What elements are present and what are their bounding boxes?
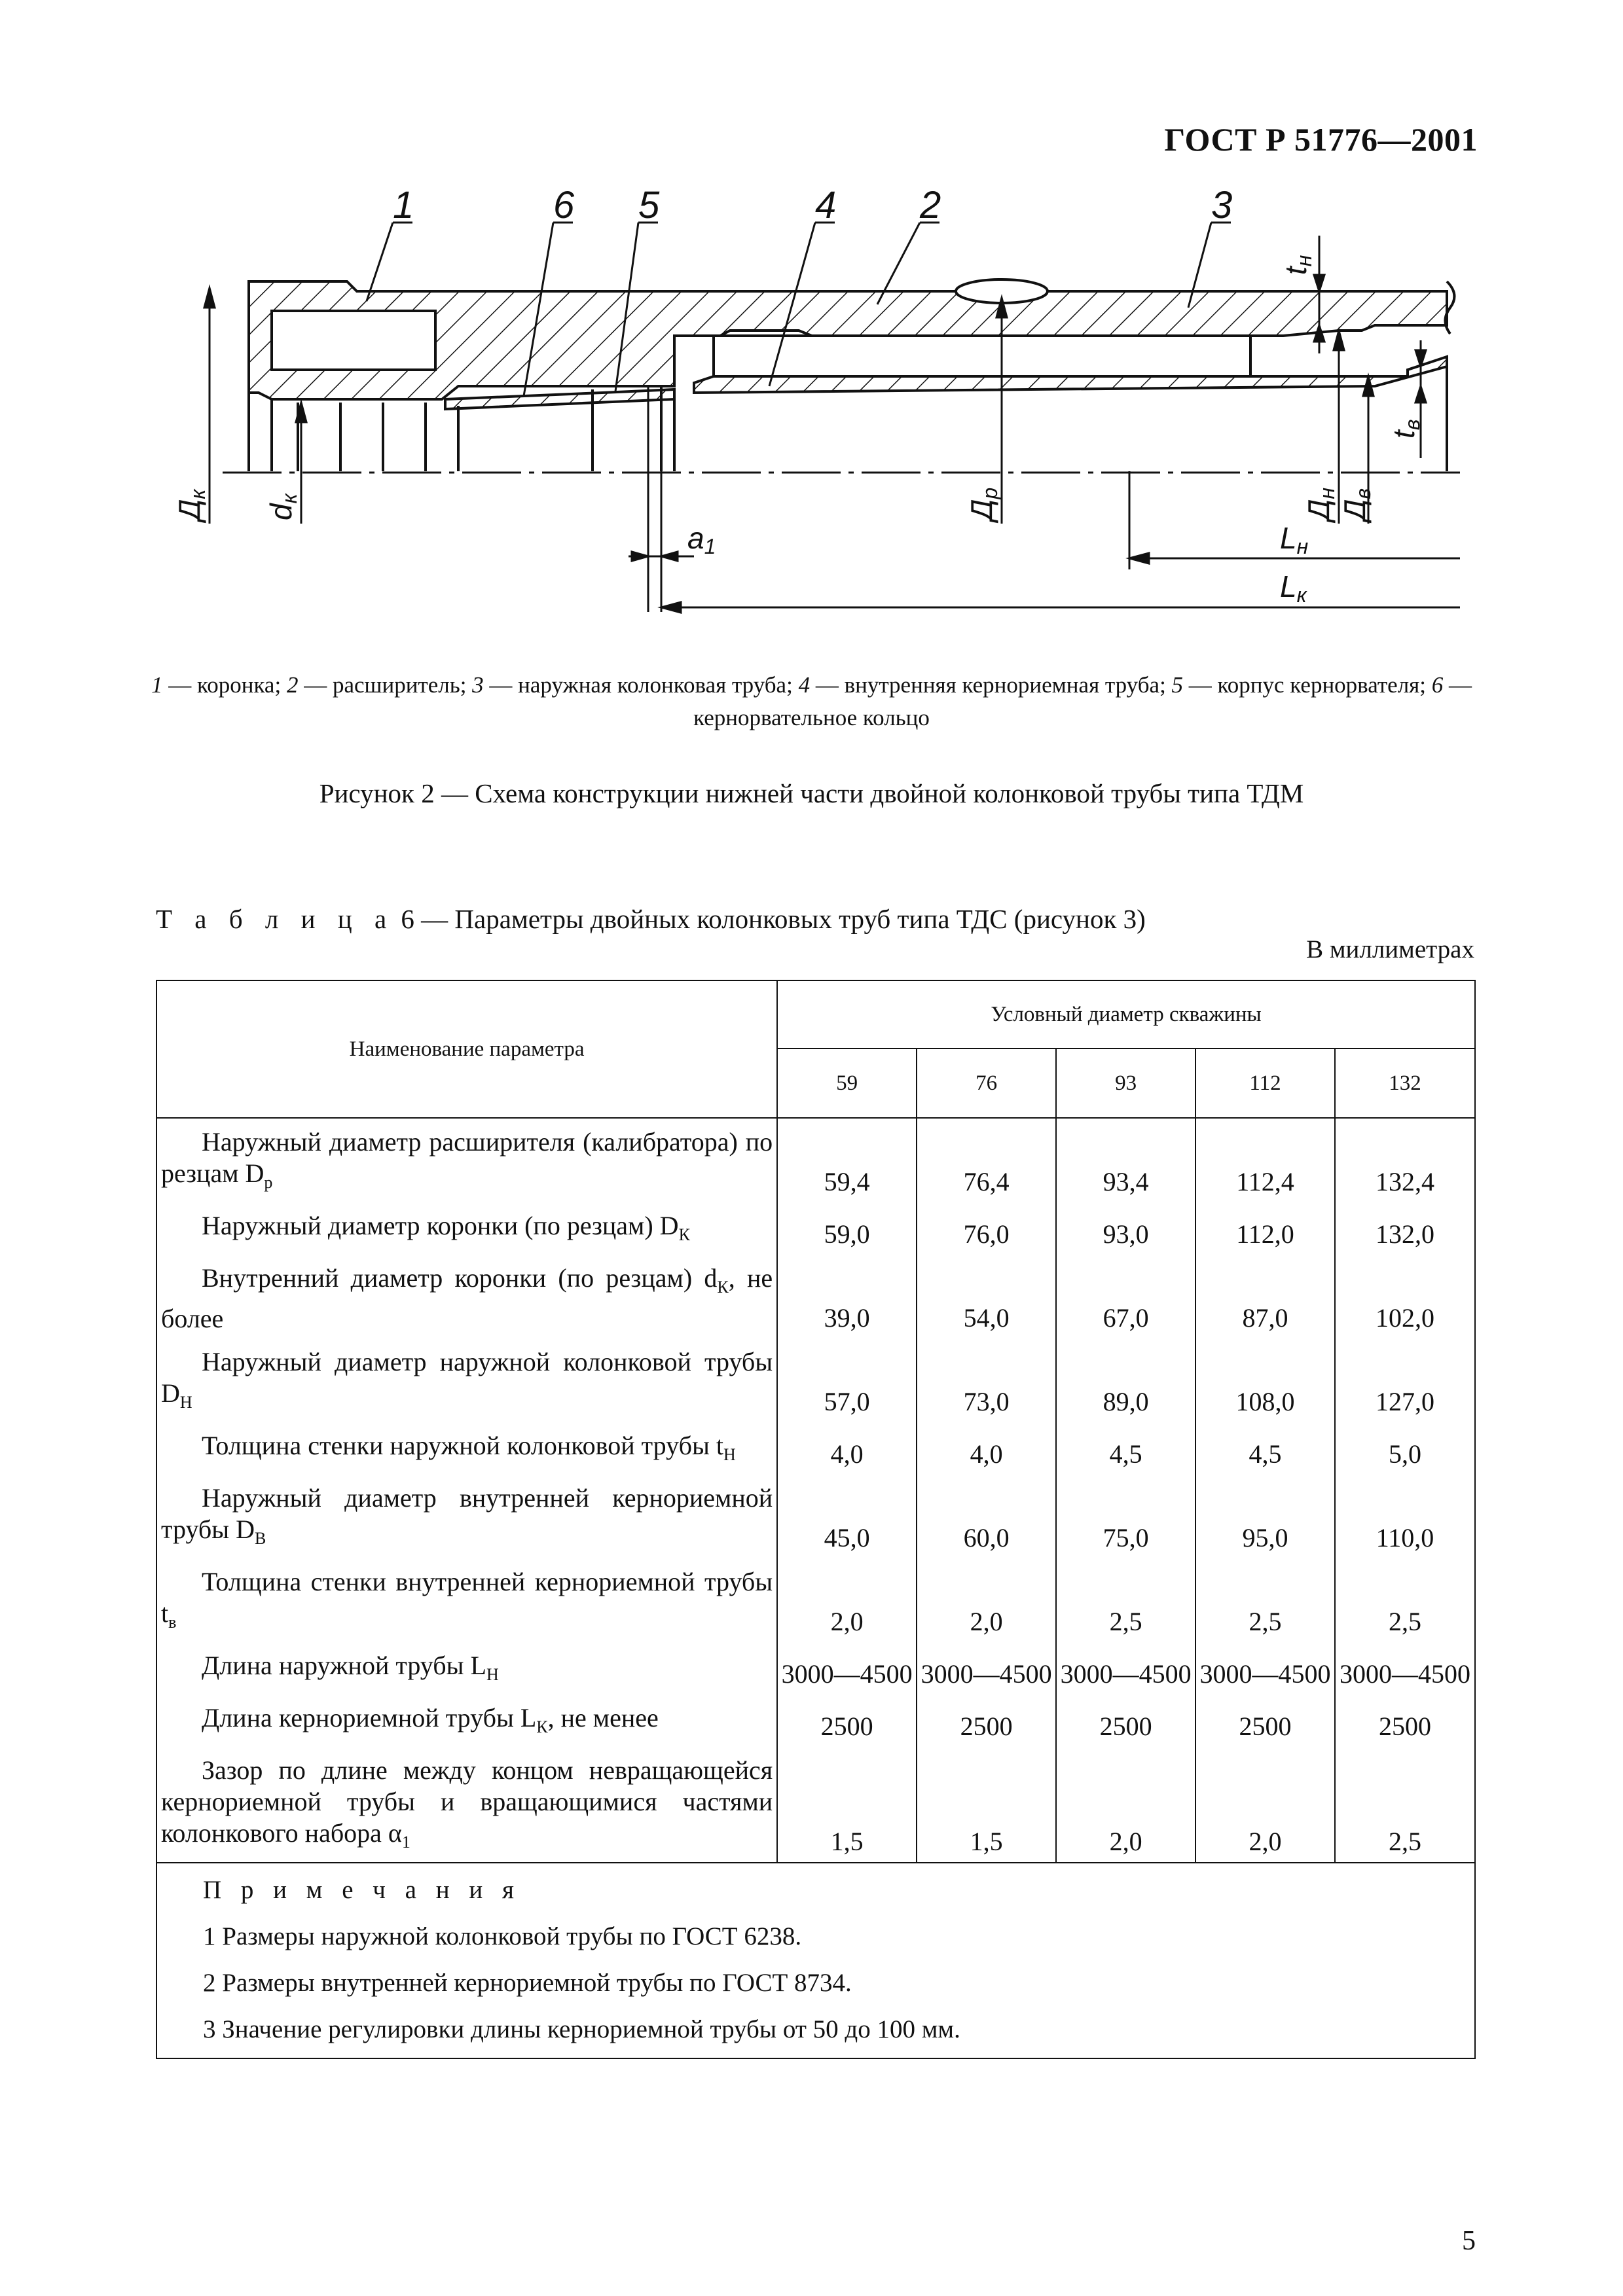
value-cell: 54,0 [917,1255,1056,1338]
header-diameter: 93 [1056,1049,1195,1118]
param-name: Толщина стенки наружной колонковой трубы $t_Н$ [156,1422,777,1475]
table-row [156,1255,1475,1338]
standard-number: ГОСТ Р 51776—2001 [1164,121,1478,158]
value-cell: 112,4 [1195,1118,1335,1202]
param-name: Длина наружной трубы $L_Н$ [156,1642,777,1695]
callout-3: 3 [1211,184,1233,226]
param-name: Толщина стенки внутренней кернориемной трубы $t_в$ [156,1558,777,1642]
param-name: Наружный диаметр внутренней кернориемной трубы $D_В$ [156,1475,777,1558]
note-item: 1 Размеры наружной колонковой трубы по ГОСТ 6238. [203,1922,802,1950]
table-row [156,1202,1475,1255]
value-cell: 2,5 [1335,1558,1475,1642]
value-cell: 60,0 [917,1475,1056,1558]
value-cell: 3000—4500 [1056,1642,1195,1695]
value-cell: 4,0 [917,1422,1056,1475]
notes-title: П р и м е ч а н и я [203,1876,520,1904]
value-cell: 67,0 [1056,1255,1195,1338]
value-cell: 2,5 [1195,1558,1335,1642]
value-cell: 4,5 [1056,1422,1195,1475]
value-cell: 2,5 [1335,1747,1475,1863]
dim-Dn-label: Дн [1302,488,1339,520]
value-cell: 57,0 [777,1338,917,1422]
value-cell: 2500 [917,1695,1056,1747]
table-row [156,1475,1475,1558]
table-units: В миллиметрах [1306,935,1474,963]
value-cell: 2,0 [777,1558,917,1642]
table-notes [156,1863,1475,2058]
dim-dk-label: dк [264,493,301,520]
dim-tn-label: tн [1279,255,1316,275]
value-cell: 4,5 [1195,1422,1335,1475]
value-cell: 93,4 [1056,1118,1195,1202]
value-cell: 102,0 [1335,1255,1475,1338]
value-cell: 112,0 [1195,1202,1335,1255]
header-diameter: 76 [917,1049,1056,1118]
value-cell: 1,5 [777,1747,917,1863]
value-cell: 4,0 [777,1422,917,1475]
value-cell: 110,0 [1335,1475,1475,1558]
value-cell: 2,0 [917,1558,1056,1642]
callout-1: 1 [393,184,414,226]
note-item: 2 Размеры внутренней кернориемной трубы по ГОСТ 8734. [203,1969,852,1997]
callout-4: 4 [815,184,837,226]
value-cell: 3000—4500 [777,1642,917,1695]
header-diameter: 112 [1195,1049,1335,1118]
param-name: Наружный диаметр расширителя (калибратора) по резцам $D_р$ [156,1118,777,1202]
value-cell: 2500 [1195,1695,1335,1747]
value-cell: 59,0 [777,1202,917,1255]
value-cell: 2500 [777,1695,917,1747]
value-cell: 2500 [1335,1695,1475,1747]
value-cell: 39,0 [777,1255,917,1338]
value-cell: 73,0 [917,1338,1056,1422]
value-cell: 1,5 [917,1747,1056,1863]
value-cell: 45,0 [777,1475,917,1558]
value-cell: 132,4 [1335,1118,1475,1202]
dim-a1-label: a1 [687,521,716,558]
dim-Dk-label: Дк [172,489,210,520]
table-row [156,1118,1475,1202]
param-name: Наружный диаметр наружной колонковой трубы $D_Н$ [156,1338,777,1422]
figure-legend: 1 — коронка; 2 — расширитель; 3 — наружная колонковая труба; 4 — внутренняя кернориемная труба; 5 — корпус кернорвателя; 6 — кернорвательное кольцо [151,672,1472,730]
callout-6: 6 [553,184,575,226]
value-cell: 108,0 [1195,1338,1335,1422]
table-title: Т а б л и ц а 6 — Параметры двойных колонковых труб типа ТДС (рисунок 3) [156,904,1146,934]
note-item: 3 Значение регулировки длины кернориемной трубы от 50 до 100 мм. [203,2015,960,2043]
value-cell: 87,0 [1195,1255,1335,1338]
parameters-table [156,980,1476,2059]
param-name: Длина кернориемной трубы $L_К$, не менее [156,1695,777,1747]
value-cell: 2,5 [1056,1558,1195,1642]
value-cell: 127,0 [1335,1338,1475,1422]
value-cell: 93,0 [1056,1202,1195,1255]
param-name: Зазор по длине между концом невращающейся кернориемной трубы и вращающимися частями колонкового набора $\alpha_1$ [156,1747,777,1863]
value-cell: 76,4 [917,1118,1056,1202]
table-row [156,1642,1475,1695]
value-cell: 3000—4500 [1195,1642,1335,1695]
value-cell: 2,0 [1056,1747,1195,1863]
value-cell: 95,0 [1195,1475,1335,1558]
table-row [156,1422,1475,1475]
callout-5: 5 [638,184,660,226]
param-name: Наружный диаметр коронки (по резцам) $D_К$ [156,1202,777,1255]
table-row [156,1695,1475,1747]
callout-2: 2 [920,184,941,226]
dim-tv-label: tв [1387,419,1424,439]
value-cell: 5,0 [1335,1422,1475,1475]
header-diameter: 132 [1335,1049,1475,1118]
value-cell: 3000—4500 [1335,1642,1475,1695]
value-cell: 2,0 [1195,1747,1335,1863]
header-group: Условный диаметр скважины [777,980,1475,1049]
figure-caption: Рисунок 2 — Схема конструкции нижней части двойной колонковой трубы типа ТДМ [319,778,1304,808]
dim-Lk-label: Lк [1280,569,1307,607]
page-number: 5 [1462,2226,1476,2256]
value-cell: 89,0 [1056,1338,1195,1422]
value-cell: 132,0 [1335,1202,1475,1255]
dim-Dp-label: Др [964,487,1002,520]
header-diameter: 59 [777,1049,917,1118]
value-cell: 2500 [1056,1695,1195,1747]
core-barrel-drawing [0,0,1623,641]
value-cell: 76,0 [917,1202,1056,1255]
value-cell: 59,4 [777,1118,917,1202]
table-row [156,1338,1475,1422]
param-name: Внутренний диаметр коронки (по резцам) $d_К$, не более [156,1255,777,1338]
dim-Dv-label: Дв [1338,488,1375,520]
value-cell: 75,0 [1056,1475,1195,1558]
value-cell: 3000—4500 [917,1642,1056,1695]
dim-Ln-label: Lн [1280,521,1309,558]
table-row [156,1558,1475,1642]
table-row [156,1747,1475,1863]
header-param: Наименование параметра [156,980,777,1118]
